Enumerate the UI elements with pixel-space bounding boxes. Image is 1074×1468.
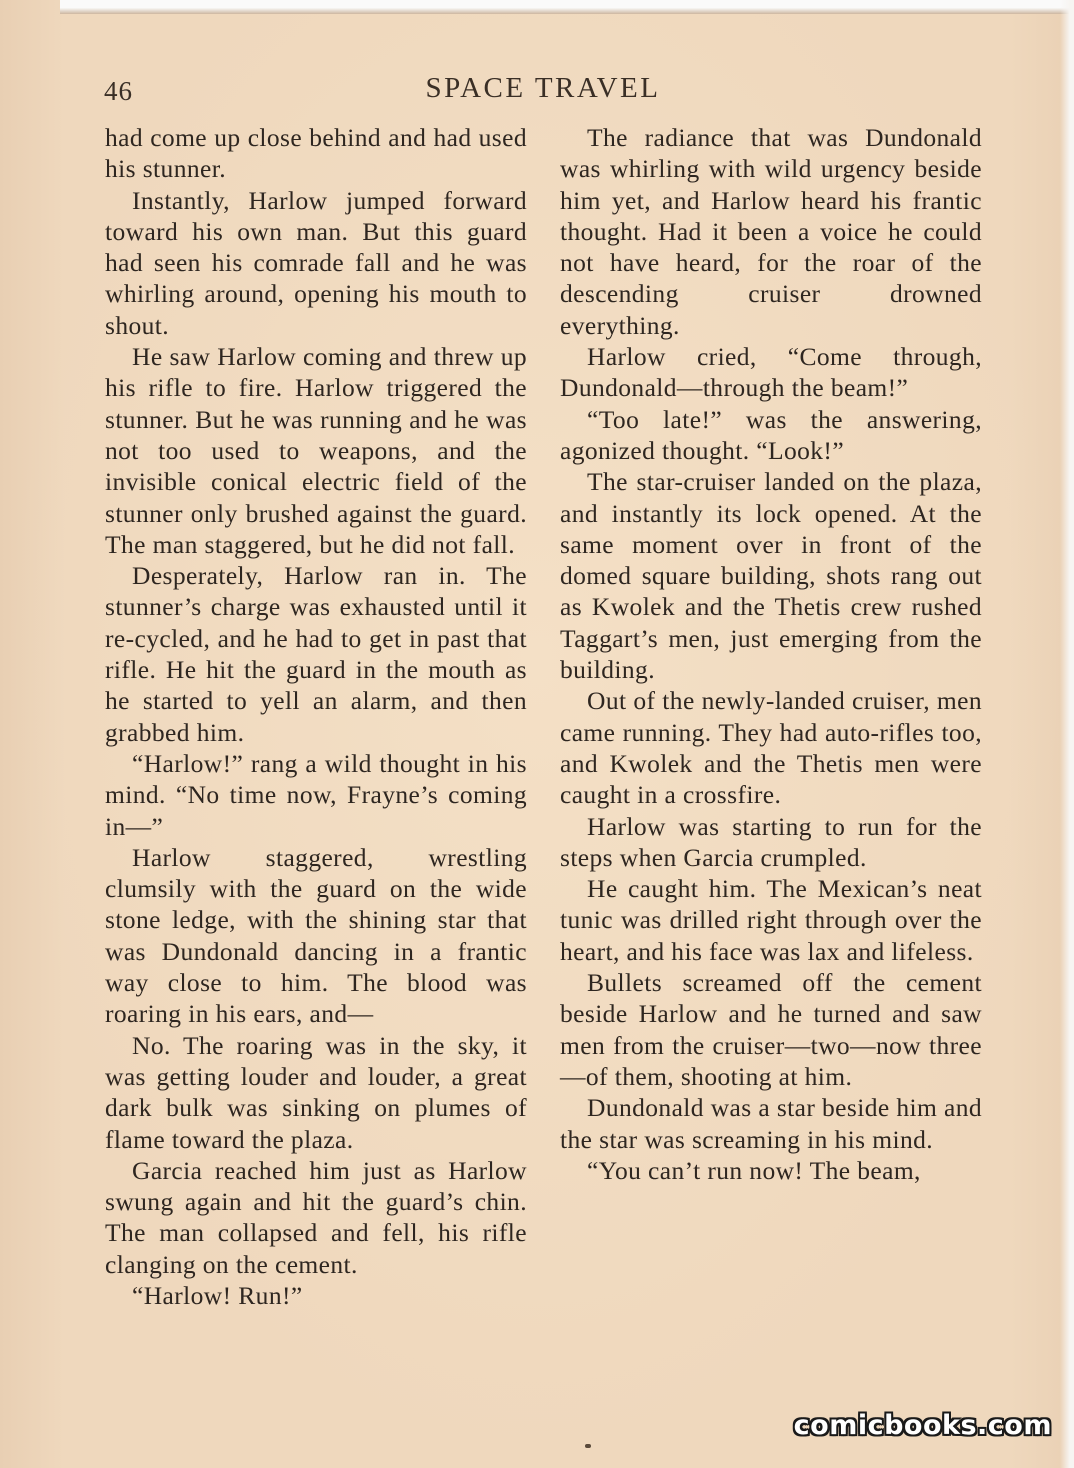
paragraph: “Harlow! Run!” [132,1280,303,1310]
paragraph: The star-cruiser landed on the plaza, and instantly its lock opened. At the same moment over in front of the domed square building, shots rang out as Kwolek and the Thetis crew rushed Taggart’s men, just emerging from the building. [560,467,982,685]
print-speck [585,1444,591,1448]
watermark-logo: comicbooks.com [793,1410,1052,1441]
paragraph: “Harlow!” rang a wild thought in his mind. “No time now, Frayne’s coming in—” [105,748,527,841]
paragraph: Harlow cried, “Come through, Dundonald—through the beam!” [560,342,982,403]
page-right-edge [1060,0,1074,1468]
paragraph: Bullets screamed off the cement beside Harlow and he turned and saw men from the cruiser—two—now three—of them, shooting at him. [560,968,982,1091]
page-header [0,70,1074,110]
right-column [560,122,982,1186]
paragraph: The radiance that was Dundonald was whirling with wild urgency beside him yet, and Harlow heard his frantic thought. Had it been a voice he could not have heard, for the roar of the descending cruiser drowned everything. [560,123,982,340]
left-column [105,122,527,1311]
paragraph: had come up close behind and had used his stunner. [105,123,527,184]
paragraph: Harlow was starting to run for the steps when Garcia crumpled. [560,811,982,872]
paragraph: Desperately, Harlow ran in. The stunner’s charge was exhausted until it re-cycled, and he had to get in past that rifle. He hit the guard in the mouth as he started to yell an alarm, and then grabbed him. [105,561,527,747]
paragraph: Harlow staggered, wrestling clumsily with the guard on the wide stone ledge, with the shining star that was Dundonald dancing in a frantic way close to him. The blood was roaring in his ears, and— [105,842,527,1029]
running-title: SPACE TRAVEL [425,72,661,104]
paragraph: No. The roaring was in the sky, it was getting louder and louder, a great dark bulk was sinking on plumes of flame toward the plaza. [105,1030,527,1154]
paragraph: “You can’t run now! The beam, [587,1155,921,1185]
paragraph: Instantly, Harlow jumped forward toward his own man. But this guard had seen his comrade fall and he was whirling around, opening his mouth to shout. [105,185,527,340]
paragraph: He caught him. The Mexican’s neat tunic was drilled right through over the heart, and his face was lax and lifeless. [560,874,982,966]
paragraph: “Too late!” was the answering, agonized thought. “Look!” [560,404,982,465]
page-top-edge [60,0,1074,14]
paragraph: He saw Harlow coming and threw up his rifle to fire. Harlow triggered the stunner. But he was running and he was not too used to weapons, and the invisible conical electric field of the stunner only brushed against the guard. The man staggered, but he did not fall. [105,342,527,559]
paragraph: Dundonald was a star beside him and the star was screaming in his mind. [560,1093,982,1154]
paragraph: Garcia reached him just as Harlow swung again and hit the guard’s chin. The man collapsed and fell, his rifle clanging on the cement. [105,1155,527,1279]
page-number: 46 [104,76,133,106]
paragraph: Out of the newly-landed cruiser, men came running. They had auto-rifles too, and Kwolek and the Thetis men were caught in a crossfire. [560,686,982,810]
